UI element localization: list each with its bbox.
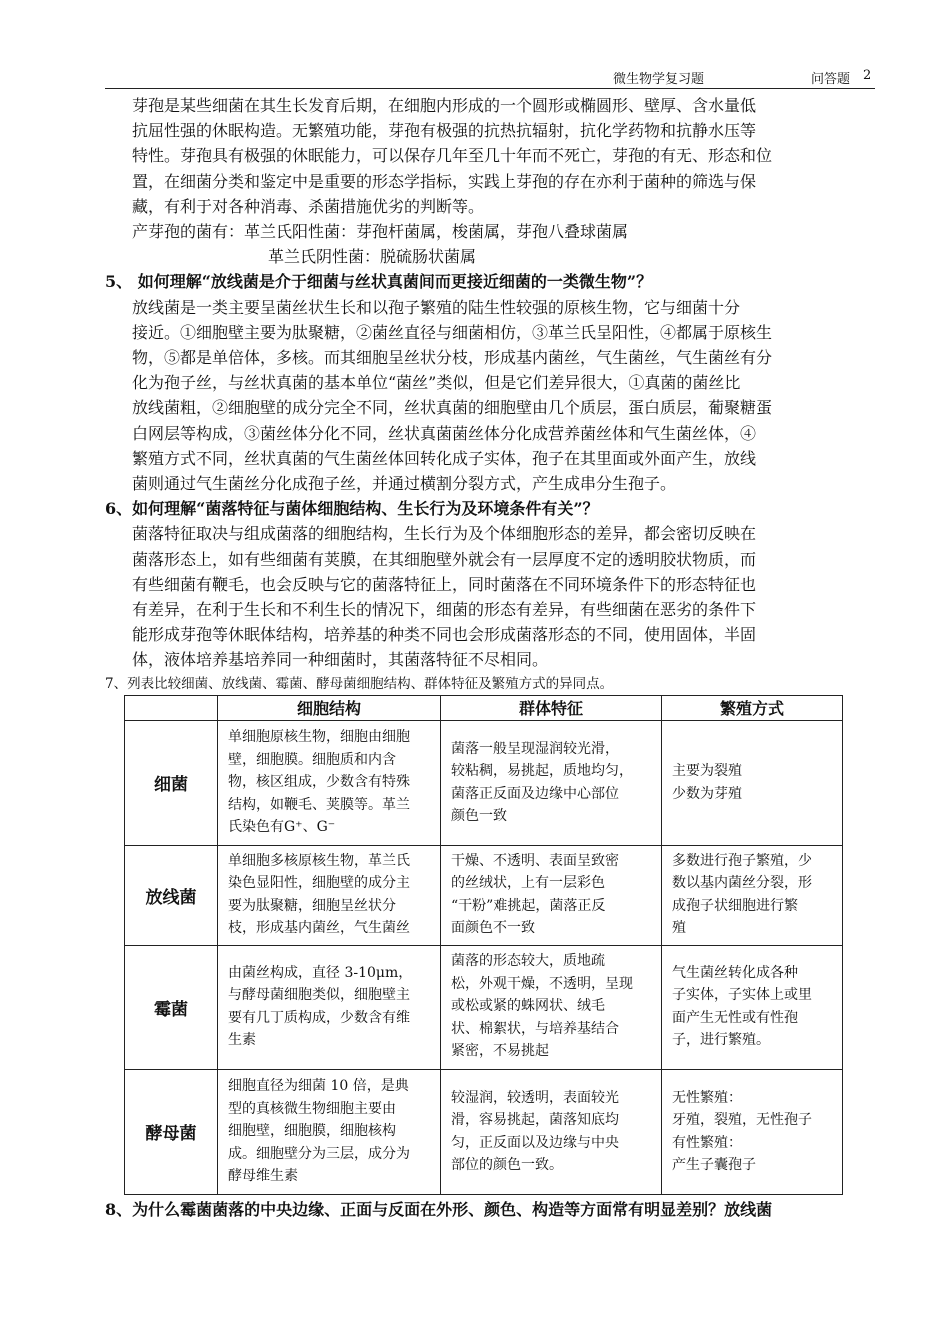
cell-colony: [441, 1069, 662, 1194]
cell-structure: [218, 945, 441, 1069]
text-line: 菌则通过气生菌丝分化成孢子丝，并通过横割分裂方式，产生成串分生孢子。: [132, 474, 677, 494]
text-line: 能形成芽孢等休眠体结构，培养基的种类不同也会形成菌落形态的不同，使用固体，半固: [132, 625, 757, 645]
page-content: [105, 93, 880, 1222]
cell-reproduction: [662, 720, 843, 845]
cell-line: 生素: [228, 1032, 256, 1049]
comparison-table: [124, 695, 843, 1195]
cell-line: 产生子囊孢子: [672, 1157, 756, 1174]
cell-line: “干粉”难挑起，菌落正反: [451, 897, 606, 914]
question-8: 8、为什么霉菌菌落的中央边缘、正面与反面在外形、颜色、构造等方面常有明显差别？放线菌: [105, 1199, 773, 1219]
row-label-actinomycetes: 放线菌: [125, 845, 218, 945]
question-6: 6、如何理解“菌落特征与菌体细胞结构、生长行为及环境条件有关”？: [105, 499, 599, 519]
cell-line: 型的真核微生物细胞主要由: [228, 1100, 396, 1117]
text-line: 放线菌是一类主要呈菌丝状生长和以孢子繁殖的陆生性较强的原核生物，它与细菌十分: [132, 297, 741, 317]
cell-line: 要有几丁质构成，少数含有维: [228, 1009, 410, 1026]
cell-line: 的丝绒状，上有一层彩色: [451, 875, 605, 892]
cell-line: 壁，细胞膜。细胞质和内含: [228, 751, 396, 768]
cell-line: 成。细胞壁分为三层，成分为: [228, 1145, 410, 1162]
text-line: 芽孢是某些细菌在其生长发育后期，在细胞内形成的一个圆形或椭圆形、壁厚、含水量低: [132, 96, 757, 115]
cell-line: 紧密，不易挑起: [451, 1043, 549, 1060]
cell-line: 细胞直径为细菌 10 倍，是典: [228, 1078, 409, 1095]
table-header-structure: 细胞结构: [218, 695, 441, 720]
cell-colony: [441, 945, 662, 1069]
spore-producers-gram-positive: 产芽孢的菌有：革兰氏阳性菌：芽孢杆菌属，梭菌属，芽孢八叠球菌属: [132, 222, 629, 242]
cell-line: 要为肽聚糖，细胞呈丝状分: [228, 897, 396, 914]
cell-line: 结构，如鞭毛、荚膜等。革兰: [228, 796, 410, 813]
text-line: 置，在细菌分类和鉴定中是重要的形态学指标，实践上芽孢的存在亦利于菌种的筛选与保: [132, 171, 757, 191]
header-section: 问答题: [811, 72, 851, 87]
cell-line: 菌落一般呈现湿润较光滑，: [451, 740, 619, 757]
text-line: 藏，有利于对各种消毒、杀菌措施优劣的判断等。: [132, 196, 485, 216]
table-header-reproduction: 繁殖方式: [662, 695, 843, 720]
cell-line: 部位的颜色一致。: [451, 1157, 563, 1174]
text-line: 物，⑤都是单倍体，多核。而其细胞呈丝状分枝，形成基内菌丝，气生菌丝，气生菌丝有分: [132, 348, 773, 368]
text-line: 繁殖方式不同，丝状真菌的气生菌丝体回转化成子实体，孢子在其里面或外面产生，放线: [132, 448, 757, 468]
row-label-yeast: 酵母菌: [125, 1069, 218, 1194]
cell-line: 较湿润，较透明，表面较光: [451, 1089, 619, 1106]
cell-line: 气生菌丝转化成各种: [672, 964, 798, 981]
cell-line: 干燥、不透明、表面呈致密: [451, 852, 619, 869]
cell-colony: [441, 845, 662, 945]
cell-line: 细胞壁，细胞膜，细胞核构: [228, 1123, 396, 1140]
answer-6: [105, 521, 880, 672]
cell-line: 松，外观干燥，不透明，呈现: [451, 975, 633, 992]
row-label-mold: 霉菌: [125, 945, 218, 1069]
cell-line: 主要为裂殖: [672, 763, 742, 780]
table-header-colony: 群体特征: [441, 695, 662, 720]
cell-line: 数以基内菌丝分裂，形: [672, 875, 812, 892]
text-line: 抗屈性强的休眠构造。无繁殖功能，芽孢有极强的抗热抗辐射，抗化学药物和抗静水压等: [132, 121, 757, 141]
cell-line: 状、棉絮状，与培养基结合: [451, 1020, 619, 1037]
cell-line: 牙殖，裂殖，无性孢子: [672, 1112, 812, 1129]
cell-line: 氏染色有G⁺、G⁻: [228, 819, 336, 836]
cell-line: 子，进行繁殖。: [672, 1032, 770, 1049]
text-line: 菌落特征取决与组成菌落的细胞结构，生长行为及个体细胞形态的差异，都会密切反映在: [132, 524, 757, 544]
question-5: 5、 如何理解“放线菌是介于细菌与丝状真菌间而更接近细菌的一类微生物”？: [105, 272, 653, 292]
text-line: 菌落形态上，如有些细菌有荚膜，在其细胞壁外就会有一层厚度不定的透明胶状物质，而: [132, 549, 757, 569]
cell-line: 面产生无性或有性孢: [672, 1009, 798, 1026]
cell-line: 颜色一致: [451, 808, 507, 825]
cell-line: 成孢子状细胞进行繁: [672, 897, 798, 914]
spore-paragraph: [105, 93, 880, 269]
question-7: 7、列表比较细菌、放线菌、霉菌、酵母菌细胞结构、群体特征及繁殖方式的异同点。: [105, 675, 614, 692]
cell-structure: [218, 720, 441, 845]
cell-line: 无性繁殖：: [672, 1089, 742, 1106]
cell-line: 与酵母菌细胞类似，细胞壁主: [228, 987, 410, 1004]
page-number: 2: [863, 68, 872, 83]
text-line: 有差异，在利于生长和不利生长的情况下，细菌的形态有差异，有些细菌在恶劣的条件下: [132, 600, 757, 620]
table-row: [125, 845, 843, 945]
text-line: 体，液体培养基培养同一种细菌时，其菌落特征不尽相同。: [132, 650, 549, 670]
cell-structure: [218, 1069, 441, 1194]
cell-line: 枝，形成基内菌丝，气生菌丝: [228, 920, 410, 937]
cell-line: 较粘稠，易挑起，质地均匀，: [451, 763, 633, 780]
cell-line: 酵母维生素: [228, 1168, 298, 1185]
cell-line: 或松或紧的蛛网状、绒毛: [451, 998, 605, 1015]
cell-line: 多数进行孢子繁殖，少: [672, 852, 812, 869]
table-row: [125, 720, 843, 845]
cell-line: 单细胞多核原核生物，革兰氏: [228, 852, 410, 869]
cell-reproduction: [662, 945, 843, 1069]
cell-line: 匀，正反面以及边缘与中央: [451, 1134, 619, 1151]
table-header-row: [125, 695, 843, 720]
cell-reproduction: [662, 845, 843, 945]
cell-line: 面颜色不一致: [451, 920, 535, 937]
cell-line: 由菌丝构成，直径 3-10μm，: [228, 964, 413, 981]
text-line: 特性。芽孢具有极强的休眠能力，可以保存几年至几十年而不死亡，芽孢的有无、形态和位: [132, 146, 773, 166]
cell-line: 单细胞原核生物，细胞由细胞: [228, 729, 410, 746]
text-line: 接近。①细胞壁主要为肽聚糖，②菌丝直径与细菌相仿，③革兰氏呈阳性，④都属于原核生: [132, 322, 773, 342]
cell-colony: [441, 720, 662, 845]
cell-line: 滑，容易挑起，菌落知底均: [451, 1112, 619, 1129]
cell-line: 少数为芽殖: [672, 785, 742, 802]
cell-line: 菌落正反面及边缘中心部位: [451, 785, 619, 802]
cell-reproduction: [662, 1069, 843, 1194]
answer-5: [105, 295, 880, 497]
page-header: [105, 64, 875, 89]
spore-producers-gram-negative: 革兰氏阴性菌：脱硫肠状菌属: [268, 247, 477, 267]
row-label-bacteria: 细菌: [125, 720, 218, 845]
text-line: 放线菌粗，②细胞壁的成分完全不同，丝状真菌的细胞壁由几个质层，蛋白质层，葡聚糖蛋: [132, 398, 773, 418]
table-row: [125, 1069, 843, 1194]
cell-line: 殖: [672, 920, 686, 937]
cell-line: 子实体，子实体上或里: [672, 987, 812, 1004]
cell-line: 物，核区组成，少数含有特殊: [228, 774, 410, 791]
cell-line: 菌落的形态较大，质地疏: [451, 953, 605, 970]
text-line: 化为孢子丝，与丝状真菌的基本单位“菌丝”类似，但是它们差异很大，①真菌的菌丝比: [132, 373, 741, 393]
text-line: 有些细菌有鞭毛，也会反映与它的菌落特征上，同时菌落在不同环境条件下的形态特征也: [132, 574, 757, 594]
table-row: [125, 945, 843, 1069]
header-title: 微生物学复习题: [613, 72, 705, 87]
cell-line: 染色显阳性，细胞壁的成分主: [228, 875, 410, 892]
cell-line: 有性繁殖：: [672, 1134, 742, 1151]
cell-structure: [218, 845, 441, 945]
text-line: 白网层等构成，③菌丝体分化不同，丝状真菌菌丝体分化成营养菌丝体和气生菌丝体，④: [132, 423, 757, 443]
table-header-blank: [125, 695, 218, 720]
